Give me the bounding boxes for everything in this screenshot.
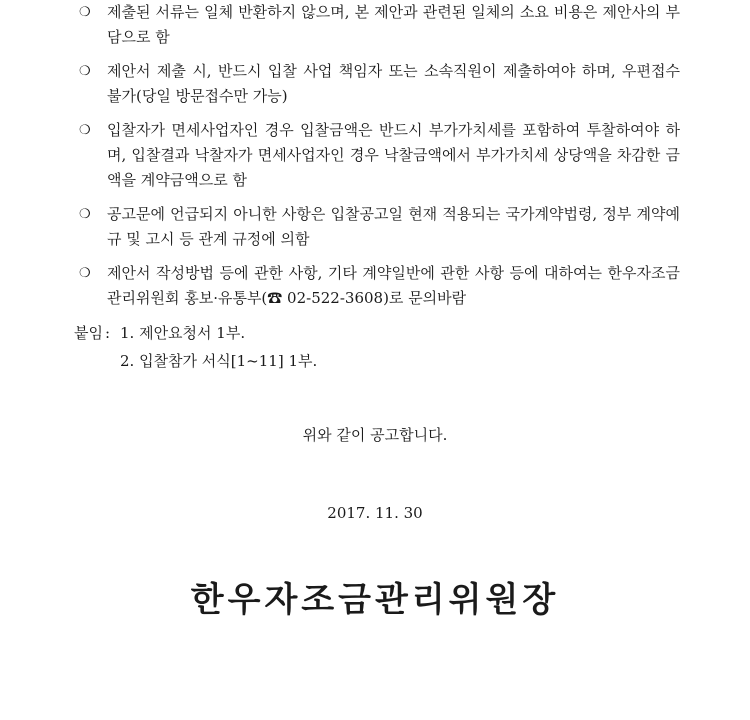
notice-items-list <box>75 0 680 320</box>
circle-bullet-icon: ❍ <box>79 266 91 281</box>
attachment-entry: 1. 제안요청서 1부. <box>120 324 246 342</box>
circle-bullet-icon: ❍ <box>79 64 91 79</box>
list-item <box>75 0 680 50</box>
list-item <box>75 118 680 193</box>
attachment-label: 붙임 <box>74 324 103 342</box>
circle-bullet-icon: ❍ <box>79 5 91 20</box>
list-item <box>75 202 680 252</box>
circle-bullet-icon: ❍ <box>79 123 91 138</box>
signer-title: 한우자조금관리위원장 <box>190 580 560 620</box>
list-item-text: 입찰자가 면세사업자인 경우 입찰금액은 반드시 부가가치세를 포함하여 투찰하여야 하며, 입찰결과 낙찰자가 면세사업자인 경우 낙찰금액에서 부가가치세 상당액을 차감한 금액을 계약금액으로 함 <box>107 121 680 189</box>
list-item-text: 제안서 작성방법 등에 관한 사항, 기타 계약일반에 관한 사항 등에 대하여는 한우자조금관리위원회 홍보·유통부(☎ 02-522-3608)로 문의바람 <box>107 264 680 307</box>
attachment-entry: 2. 입찰참가 서식[1~11] 1부. <box>120 352 318 370</box>
list-item <box>75 59 680 109</box>
attachment-list <box>120 319 317 375</box>
list-item-text: 제안서 제출 시, 반드시 입찰 사업 책임자 또는 소속직원이 제출하여야 하며, 우편접수 불가(당일 방문접수만 가능) <box>107 62 680 105</box>
closing-statement: 위와 같이 공고합니다. <box>302 426 448 444</box>
list-item-text: 공고문에 언급되지 아니한 사항은 입찰공고일 현재 적용되는 국가계약법령, 정부 계약예규 및 고시 등 관계 규정에 의함 <box>107 205 680 248</box>
notice-date: 2017. 11. 30 <box>327 504 423 522</box>
list-item-text: 제출된 서류는 일체 반환하지 않으며, 본 제안과 관련된 일체의 소요 비용은 제안사의 부담으로 함 <box>107 3 680 46</box>
attachment-separator: : <box>105 324 111 342</box>
list-item <box>75 261 680 311</box>
circle-bullet-icon: ❍ <box>79 207 91 222</box>
